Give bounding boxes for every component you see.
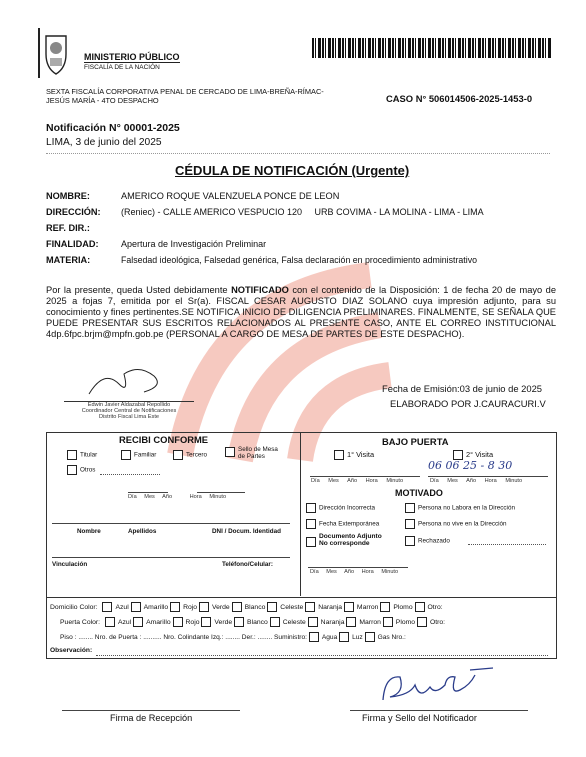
date-label: Minuto xyxy=(209,494,227,500)
checkbox[interactable] xyxy=(121,450,131,460)
motivo-no-vive[interactable] xyxy=(405,519,507,529)
notification-date: LIMA, 3 de junio del 2025 xyxy=(46,137,162,148)
option-titular[interactable] xyxy=(67,450,97,460)
option-label: Familiar xyxy=(134,451,157,459)
color-azul[interactable] xyxy=(102,604,128,611)
color-marron[interactable] xyxy=(344,604,379,611)
sum-label: Luz xyxy=(352,633,363,641)
recibi-title: RECIBI CONFORME xyxy=(119,434,209,445)
color-label: Rojo xyxy=(185,618,200,626)
option-label: Titular xyxy=(80,451,98,459)
field-label: NOMBRE: xyxy=(46,191,90,201)
visita1-date-labels xyxy=(311,478,403,484)
observacion-line xyxy=(96,655,548,656)
field-label: DIRECCIÓN: xyxy=(46,207,101,217)
color-celeste[interactable] xyxy=(267,604,303,611)
field-value: (Reniec) - CALLE AMERICO VESPUCIO 120 URB COVIMA - LA MOLINA - LIMA - LIMA xyxy=(121,207,484,217)
checkbox[interactable] xyxy=(308,617,318,627)
option-tercero[interactable] xyxy=(173,450,207,460)
color-verde[interactable] xyxy=(201,619,232,626)
motivo-label: Documento Adjunto No corresponde xyxy=(319,533,382,548)
color-amarillo[interactable] xyxy=(133,619,171,626)
dni-label: DNI / Docum. Identidad xyxy=(212,528,281,535)
visita2-date-labels xyxy=(430,478,522,484)
date-label: Minuto xyxy=(386,478,404,484)
color-blanco[interactable] xyxy=(232,604,266,611)
color-label: Amarillo xyxy=(143,603,169,611)
rechazado-line xyxy=(468,544,546,545)
option-label: Tercero xyxy=(186,451,207,459)
date-label: Mes xyxy=(447,478,458,484)
field-row xyxy=(46,239,566,255)
checkbox[interactable] xyxy=(405,536,415,546)
color-naranja[interactable] xyxy=(305,604,342,611)
option-sello[interactable] xyxy=(225,447,286,461)
notification-number: Notificación N° 00001-2025 xyxy=(46,122,180,134)
visita2-date-line xyxy=(428,476,548,477)
motivo-direccion[interactable] xyxy=(306,503,375,513)
checkbox[interactable] xyxy=(67,450,77,460)
date-label: Día xyxy=(128,494,137,500)
checkbox[interactable] xyxy=(405,519,415,529)
checkbox[interactable] xyxy=(334,450,344,460)
option-familiar[interactable] xyxy=(121,450,156,460)
color-label: Celeste xyxy=(280,603,304,611)
field-row xyxy=(46,255,566,271)
field-value: Apertura de Investigación Preliminar xyxy=(121,239,267,249)
field-row xyxy=(46,207,566,223)
color-label: Otro: xyxy=(429,618,446,626)
puerta-label: Puerta Color: xyxy=(60,618,101,626)
color-label: Azul xyxy=(117,618,132,626)
checkbox[interactable] xyxy=(170,602,180,612)
notifier-label: Firma y Sello del Notificador xyxy=(362,713,477,723)
piso-label: Piso : ........ Nro. de Puerta : .......... Nro. Colindante Izq.: ........ Der.: ........ Suministro: xyxy=(60,633,307,641)
observacion-label: Observación: xyxy=(50,647,93,654)
color-blanco[interactable] xyxy=(234,619,268,626)
visita-label: 2° Visita xyxy=(466,450,494,459)
org-sub: FISCALÍA DE LA NACIÓN xyxy=(84,62,180,71)
motivo-label: Persona no Labora en la Dirección xyxy=(418,504,515,512)
nombre-label: Nombre xyxy=(77,528,101,535)
date-label: Hora xyxy=(365,478,378,484)
body-text: Por la presente, queda Usted debidamente xyxy=(46,285,232,295)
checkbox[interactable] xyxy=(173,617,183,627)
checkbox[interactable] xyxy=(346,617,356,627)
sum-agua[interactable] xyxy=(309,634,337,641)
header-logo xyxy=(38,28,74,78)
vinculacion-line xyxy=(52,557,290,558)
color-label: Rojo xyxy=(183,603,198,611)
checkbox[interactable] xyxy=(309,632,319,642)
motivado-title: MOTIVADO xyxy=(395,488,443,498)
color-verde[interactable] xyxy=(199,604,230,611)
checkbox[interactable] xyxy=(234,617,244,627)
sum-label: Gas xyxy=(377,633,390,641)
color-amarillo[interactable] xyxy=(131,604,169,611)
color-label: Marron xyxy=(356,603,379,611)
fields-block xyxy=(46,191,566,271)
puerta-row xyxy=(50,617,445,627)
otros-line xyxy=(100,474,160,475)
date-label: Mes xyxy=(144,494,155,500)
date-label: Día xyxy=(430,478,439,484)
domicilio-row xyxy=(50,602,443,612)
signer-name: Edwin Javier Aldazabal Repollido xyxy=(64,401,194,408)
piso-row xyxy=(50,632,406,642)
document-title: CÉDULA DE NOTIFICACIÓN (Urgente) xyxy=(175,163,410,178)
color-plomo[interactable] xyxy=(380,604,412,611)
checkbox[interactable] xyxy=(199,602,209,612)
date-label: Año xyxy=(347,478,358,484)
form-divider xyxy=(300,432,301,596)
color-celeste[interactable] xyxy=(270,619,306,626)
motivo-no-labora[interactable] xyxy=(405,503,515,513)
motivo-extemporanea[interactable] xyxy=(306,519,379,529)
color-label: Plomo xyxy=(393,603,413,611)
checkbox[interactable] xyxy=(232,602,242,612)
checkbox[interactable] xyxy=(267,602,277,612)
checkbox[interactable] xyxy=(365,632,375,642)
color-label: Blanco xyxy=(244,603,266,611)
field-label: FINALIDAD: xyxy=(46,239,99,249)
color-label: Naranja xyxy=(320,618,345,626)
sum-gas[interactable] xyxy=(365,634,390,641)
color-label: Celeste xyxy=(282,618,306,626)
checkbox[interactable] xyxy=(415,602,425,612)
color-azul[interactable] xyxy=(105,619,131,626)
color-label: Azul xyxy=(115,603,129,611)
color-rojo[interactable] xyxy=(173,619,200,626)
option-otros[interactable] xyxy=(67,465,95,475)
checkbox[interactable] xyxy=(306,519,316,529)
vinculacion-label: Vinculación xyxy=(52,561,88,568)
color-label: Amarillo xyxy=(146,618,171,626)
emission-date: Fecha de Emisión:03 de junio de 2025 xyxy=(382,383,543,394)
date-label: Día xyxy=(311,478,320,484)
date-label: Año xyxy=(466,478,477,484)
apellidos-label: Apellidos xyxy=(128,528,157,535)
color-naranja[interactable] xyxy=(308,619,345,626)
divider xyxy=(46,153,550,154)
checkbox[interactable] xyxy=(133,617,143,627)
field-label: REF. DIR.: xyxy=(46,223,90,233)
sum-luz[interactable] xyxy=(339,634,363,641)
reception-signature-line xyxy=(62,710,240,711)
body-bold: NOTIFICADO xyxy=(231,285,289,295)
recibi-date-labels xyxy=(128,494,226,500)
date-label: Año xyxy=(162,494,173,500)
checkbox[interactable] xyxy=(270,617,280,627)
nombre-line xyxy=(52,523,290,524)
date-label: Hora xyxy=(361,569,374,575)
motivo-date-line xyxy=(308,567,408,568)
field-value: AMERICO ROQUE VALENZUELA PONCE DE LEON xyxy=(121,191,340,201)
checkbox[interactable] xyxy=(131,602,141,612)
org-name: MINISTERIO PÚBLICO xyxy=(84,52,180,62)
motivo-label: Dirección Incorrecta xyxy=(319,504,375,512)
visita-1[interactable] xyxy=(334,450,374,460)
checkbox[interactable] xyxy=(339,632,349,642)
signer-role: Coordinador Central de Notificaciones xyxy=(81,408,177,414)
notifier-signature-line xyxy=(350,710,528,711)
field-row xyxy=(46,191,566,207)
nro-label: Nro.: xyxy=(391,633,406,641)
date-label: Día xyxy=(310,569,319,575)
motivo-rechazado[interactable] xyxy=(405,536,450,546)
date-label: Minuto xyxy=(505,478,523,484)
date-label: Hora xyxy=(484,478,497,484)
color-otro[interactable] xyxy=(415,604,443,611)
motivo-label: Fecha Extemporánea xyxy=(319,520,380,528)
date-label: Minuto xyxy=(381,569,399,575)
signer-district: Distrito Fiscal Lima Este xyxy=(99,414,159,420)
option-label: Sello de Mesa de Partes xyxy=(238,446,278,460)
checkbox[interactable] xyxy=(105,617,115,627)
option-label: Otros xyxy=(80,466,96,474)
checkbox[interactable] xyxy=(405,503,415,513)
field-label: MATERIA: xyxy=(46,255,91,265)
motivo-label: Rechazado xyxy=(418,537,450,545)
checkbox[interactable] xyxy=(201,617,211,627)
checkbox[interactable] xyxy=(225,447,235,457)
domicilio-label: Domicilio Color: xyxy=(50,603,98,611)
color-otro[interactable] xyxy=(417,619,445,626)
motivo-label: Persona no vive en la Dirección xyxy=(418,520,507,528)
color-label: Naranja xyxy=(318,603,343,611)
checkbox[interactable] xyxy=(67,465,77,475)
checkbox[interactable] xyxy=(417,617,427,627)
coat-of-arms-icon xyxy=(38,28,74,78)
checkbox[interactable] xyxy=(102,602,112,612)
date-label: Hora xyxy=(189,494,202,500)
color-label: Verde xyxy=(211,603,230,611)
date-line xyxy=(128,492,168,493)
date-label: Mes xyxy=(326,569,337,575)
case-number: CASO N° 506014506-2025-1453-0 xyxy=(386,93,533,104)
visita1-date-line xyxy=(310,476,420,477)
color-marron[interactable] xyxy=(346,619,381,626)
color-label: Plomo xyxy=(395,618,416,626)
color-label: Otro: xyxy=(427,603,443,611)
motivo-documento[interactable] xyxy=(306,533,391,548)
date-label: Año xyxy=(344,569,355,575)
field-value: Falsedad ideológica, Falsedad genérica, Falsa declaración en procedimiento administrativo xyxy=(121,255,477,265)
color-label: Marron xyxy=(359,618,381,626)
notifier-signature xyxy=(375,665,505,710)
bajo-title: BAJO PUERTA xyxy=(382,436,449,447)
date-label: Mes xyxy=(328,478,339,484)
reception-label: Firma de Recepción xyxy=(110,713,193,723)
visita-label: 1° Visita xyxy=(347,450,375,459)
color-label: Verde xyxy=(214,618,233,626)
elaborated-by: ELABORADO POR J.CAURACURI.V xyxy=(390,398,546,409)
body-text-2: con el contenido de la Disposición: 1 de fecha 20 de mayo de 2025 a fojas 7, emitida por el Sr(a). FISCAL CESAR AUGUSTO DIAZ SOLANO cuya impresión adjunto, para su conocimiento y fines pertinentes.SE NOTIFICA INICIO DE DILIGENCIA PRELIMINARES. FINALMENTE, SE SEÑALA QUE PUEDE PRESENTAR SUS ESCRITOS RELACIONADOS AL PRESENTE CASO, ANTE EL CORREO INSTITUCIONAL 4dp.6fpc.brjm@mpfn.gob.pe (PERSONAL A CARGO DE MESA DE PARTES DE ESTE DESPACHO). xyxy=(46,285,556,339)
checkbox[interactable] xyxy=(344,602,354,612)
coordinator-signature xyxy=(84,364,174,404)
telefono-label: Teléfono/Celular: xyxy=(222,561,273,568)
color-rojo[interactable] xyxy=(170,604,197,611)
handwritten-date: 06 06 25 - 8 30 xyxy=(428,459,513,472)
checkbox[interactable] xyxy=(383,617,393,627)
checkbox[interactable] xyxy=(305,602,315,612)
sum-label: Agua xyxy=(321,633,338,641)
color-label: Blanco xyxy=(247,618,268,626)
motivo-date-labels xyxy=(310,569,398,575)
checkbox[interactable] xyxy=(173,450,183,460)
time-line xyxy=(197,492,245,493)
body-paragraph xyxy=(46,285,556,340)
color-plomo[interactable] xyxy=(383,619,415,626)
checkbox[interactable] xyxy=(306,537,316,547)
checkbox[interactable] xyxy=(380,602,390,612)
barcode xyxy=(312,38,552,58)
office-name: SEXTA FISCALÍA CORPORATIVA PENAL DE CERCADO DE LIMA-BREÑA-RÍMAC-JESÚS MARÍA - 4TO DESPACHO xyxy=(46,87,324,105)
field-row xyxy=(46,223,566,239)
checkbox[interactable] xyxy=(306,503,316,513)
